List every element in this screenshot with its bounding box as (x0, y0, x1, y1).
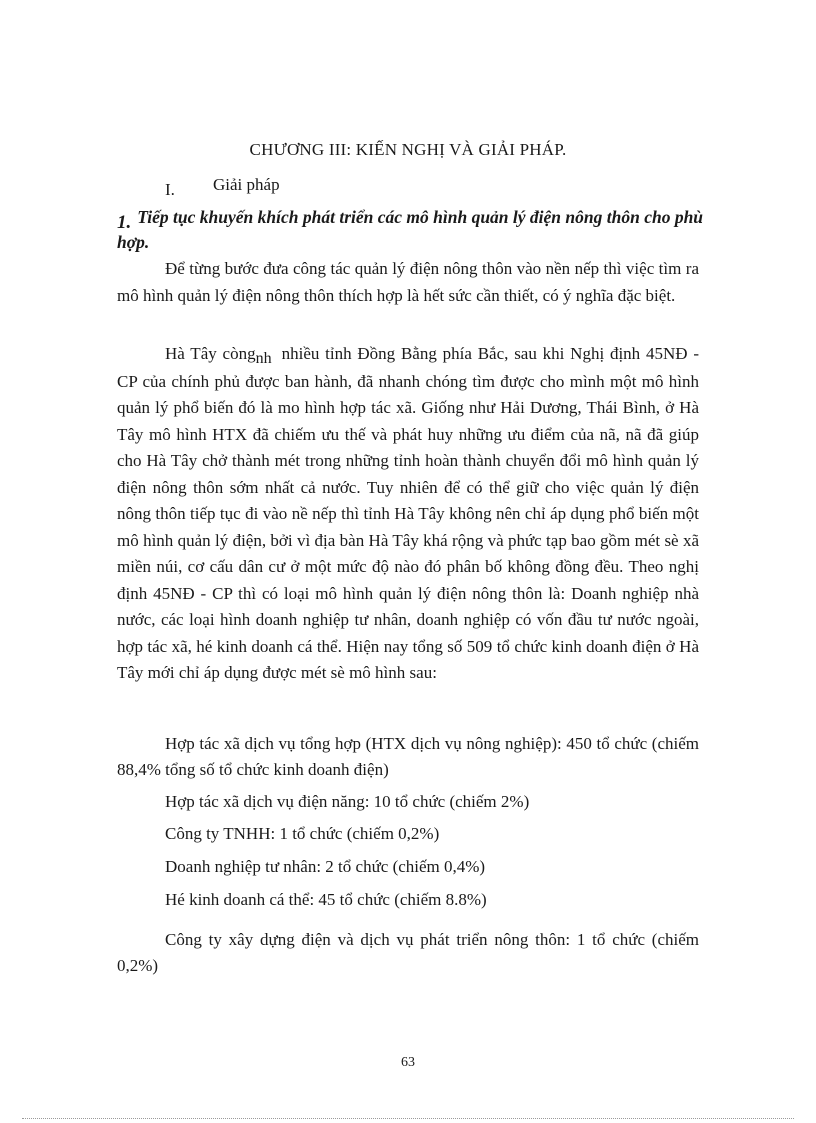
list-item: Công ty TNHH: 1 tổ chức (chiếm 0,2%) (165, 824, 440, 843)
paragraph-ha-tay (117, 341, 699, 687)
subsection-title: Tiếp tục khuyến khích phát triển các mô hình quản lý điện nông thôn cho phù hợp. (117, 207, 704, 252)
section-heading (165, 175, 280, 199)
paragraph-ha-tay-rest: nhiều tỉnh Đồng Bằng phía Bắc, sau khi Nghị định 45NĐ - CP của chính phủ được ban hành, đã nhanh chóng tìm được cho mình một mô hình quản lý phổ biến đó là mo hình hợp tác xã. Giống như Hải Dương, Thái Bình, ở Hà Tây mô hình HTX đã chiếm ưu thế và phát huy những ưu điểm của nã, nã đã giúp cho Hà Tây chở thành mét trong những tỉnh hoàn thành chuyển đổi mô hình quản lý điện nông thôn sớm nhất cả nước. Tuy nhiên để có thể giữ cho việc quản lý điện nông thôn tiếp tục đi vào nề nếp thì tỉnh Hà Tây không nên chỉ áp dụng phổ biến một mô hình quản lý điện, bởi vì địa bàn Hà Tây khá rộng và phức tạp bao gồm mét sè xã miền núi, cơ cấu dân cư ở một mức độ nào đó phân bố không đồng đều. Theo nghị định 45NĐ - CP thì có loại mô hình quản lý điện nông thôn là: Doanh nghiệp nhà nước, các loại hình doanh nghiệp tư nhân, doanh nghiệp có vốn đầu tư nước ngoài, hợp tác xã, hé kinh doanh cá thể. Hiện nay tổng số 509 tổ chức kinh doanh điện ở Hà Tây mới chỉ áp dụng được mét sè mô hình sau: (117, 344, 699, 682)
subsection-number: 1. (117, 212, 132, 233)
paragraph-construction-company: Công ty xây dựng điện và dịch vụ phát triển nông thôn: 1 tổ chức (chiếm 0,2%) (117, 930, 699, 975)
list-item: Hé kinh doanh cá thể: 45 tổ chức (chiếm 8.8%) (165, 890, 487, 909)
subsection-heading (117, 205, 707, 254)
list-item: Hợp tác xã dịch vụ điện năng: 10 tổ chức (chiếm 2%) (165, 792, 530, 811)
paragraph-ha-tay-start: Hà Tây còng (165, 344, 256, 363)
section-title: Giải pháp (213, 175, 280, 194)
page-number: 63 (401, 1055, 415, 1070)
paragraph-htx-general: Hợp tác xã dịch vụ tổng hợp (HTX dịch vụ nông nghiệp): 450 tổ chức (chiếm 88,4% tổng số tổ chức kinh doanh điện) (117, 734, 699, 779)
paragraph-ha-tay-subscript: nh (255, 350, 272, 367)
list-item: Doanh nghiệp tư nhân: 2 tổ chức (chiếm 0,4%) (165, 857, 486, 876)
paragraph-intro: Để từng bước đưa công tác quản lý điện nông thôn vào nền nếp thì việc tìm ra mô hình quản lý điện nông thôn thích hợp là hết sức cần thiết, có ý nghĩa đặc biệt. (117, 259, 699, 305)
footer-divider (22, 1118, 794, 1119)
chapter-title: CHƯƠNG III: KIẾN NGHỊ VÀ GIẢI PHÁP. (249, 140, 567, 159)
section-number: I. (165, 180, 175, 199)
